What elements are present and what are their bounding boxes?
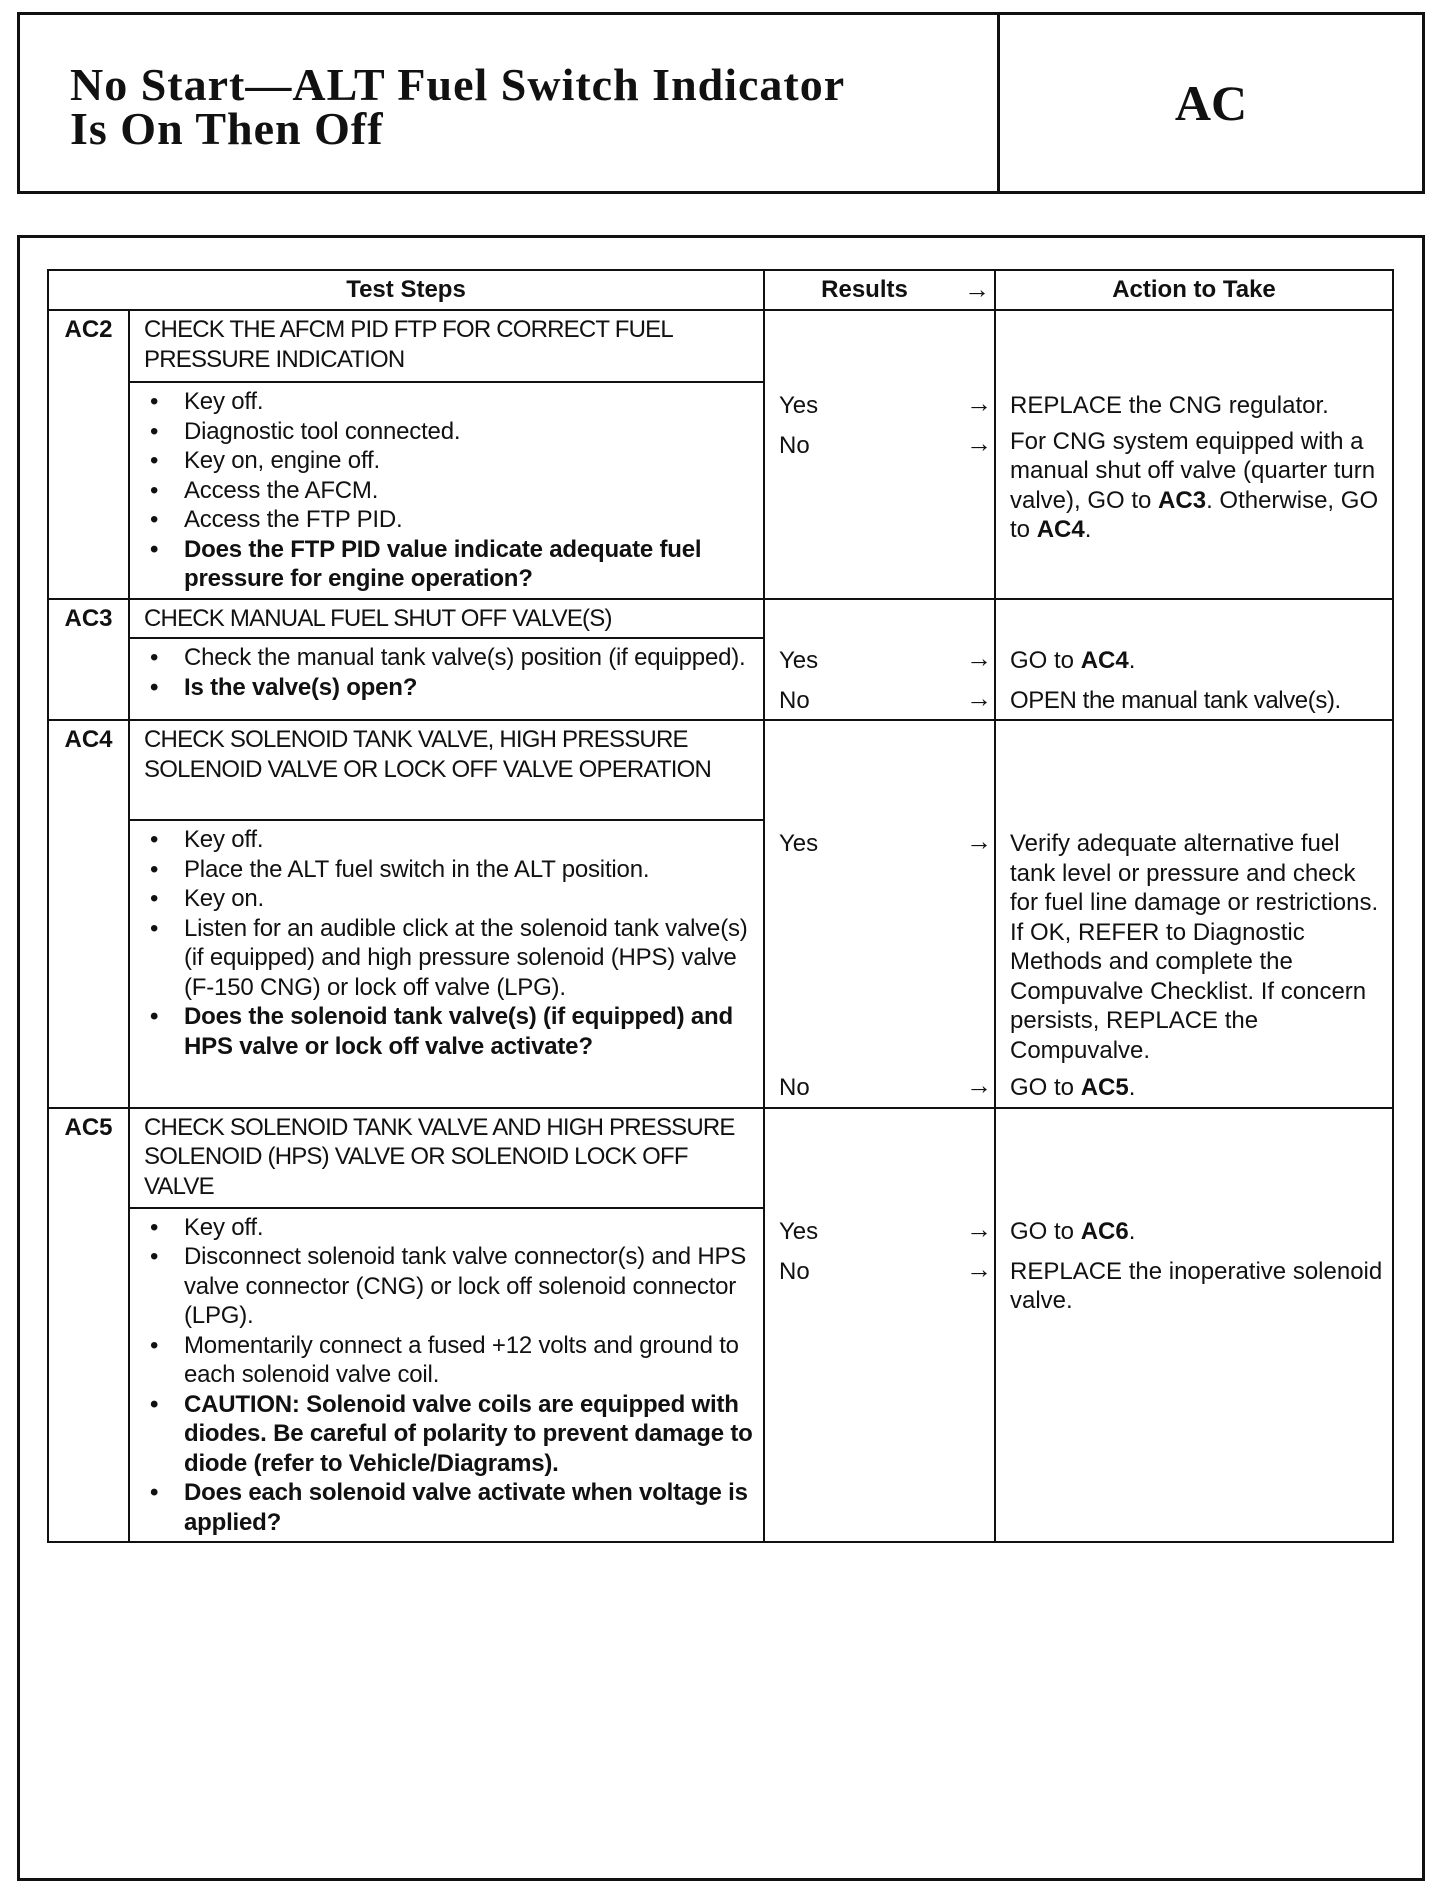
- action-no: [996, 1065, 1392, 1107]
- step-id-ac4: AC4: [48, 720, 129, 1108]
- step-ref-ac5: AC5: [1080, 1074, 1129, 1101]
- actions-ac5: [995, 1108, 1393, 1543]
- arrow-icon: →: [966, 826, 992, 856]
- result-no-label: No: [779, 686, 810, 714]
- step-body-ac5: [129, 1208, 764, 1543]
- test-steps-table: [47, 269, 1394, 1543]
- result-yes-label: Yes: [779, 392, 819, 419]
- arrow-icon: →: [966, 388, 992, 418]
- arrow-icon: →: [966, 682, 992, 713]
- step-bullets: [142, 825, 755, 1061]
- step-heading-ac5: CHECK SOLENOID TANK VALVE AND HIGH PRESSURE SOLENOID (HPS) VALVE OR SOLENOID LOCK OFF VALVE: [129, 1108, 764, 1208]
- step-bullets: [142, 1213, 755, 1538]
- actions-ac3: [995, 599, 1393, 721]
- table-row: [48, 599, 1393, 639]
- step-heading-ac3: CHECK MANUAL FUEL SHUT OFF VALVE(S): [129, 599, 764, 639]
- results-ac2: [764, 310, 995, 599]
- arrow-icon: →: [966, 1213, 992, 1244]
- result-yes-label: Yes: [779, 1217, 819, 1245]
- step-id-ac2: AC2: [48, 310, 129, 599]
- action-no-text: . Otherwise, GO to: [1010, 486, 1379, 543]
- list-item-question: • Does the FTP PID value indicate adequate fuel pressure for engine operation?: [142, 535, 755, 594]
- results-ac3: [764, 599, 995, 721]
- step-id-ac5: AC5: [48, 1108, 129, 1543]
- action-no: [996, 425, 1392, 549]
- header-results-label: Results: [821, 276, 908, 304]
- result-no: [765, 678, 994, 718]
- action-yes: [996, 638, 1392, 678]
- list-item-question: • Does the solenoid tank valve(s) (if equipped) and HPS valve or lock off valve activate?: [142, 1002, 755, 1061]
- list-item: • Key off.: [142, 825, 755, 855]
- result-yes: [765, 638, 994, 678]
- list-item-caution: • CAUTION: Solenoid valve coils are equipped with diodes. Be careful of polarity to prevent damage to diode (refer to Vehicle/Diagrams).: [142, 1390, 755, 1479]
- list-item: • Key on, engine off.: [142, 446, 755, 476]
- arrow-icon: →: [966, 1070, 992, 1100]
- list-item: • Listen for an audible click at the solenoid tank valve(s) (if equipped) and high pressure solenoid (HPS) valve (F-150 CNG) or lock off valve (LPG).: [142, 914, 755, 1003]
- header-results: [764, 270, 995, 310]
- page-title-line-1: No Start—ALT Fuel Switch Indicator: [70, 59, 846, 110]
- step-bullets: [142, 643, 755, 702]
- list-item: • Key off.: [142, 1213, 755, 1243]
- step-ref-ac3: AC3: [1158, 486, 1207, 514]
- list-item-question: • Does each solenoid valve activate when voltage is applied?: [142, 1478, 755, 1537]
- result-no: [765, 423, 994, 463]
- action-yes: REPLACE the CNG regulator.: [1010, 392, 1329, 419]
- arrow-icon: →: [966, 642, 992, 673]
- action-no-text: .: [1084, 516, 1092, 543]
- result-yes-label: Yes: [779, 830, 819, 857]
- result-yes-label: Yes: [779, 646, 819, 674]
- action-no: REPLACE the inoperative solenoid valve.: [1010, 1257, 1383, 1314]
- step-body-ac2: [129, 382, 764, 599]
- action-no: OPEN the manual tank valve(s).: [1010, 686, 1341, 714]
- actions-ac2: [995, 310, 1393, 599]
- list-item: • Key off.: [142, 387, 755, 417]
- list-item: • Disconnect solenoid tank valve connector(s) and HPS valve connector (CNG) or lock off solenoid connector (LPG).: [142, 1242, 755, 1331]
- step-ref-ac4: AC4: [1080, 646, 1129, 674]
- action-yes: [996, 1209, 1392, 1249]
- table-header-row: [48, 270, 1393, 310]
- table-row: [48, 1108, 1393, 1208]
- action-no-text: For CNG system equipped with a manual shut off valve (quarter turn valve), GO to: [1010, 427, 1376, 514]
- step-bullets: [142, 387, 755, 594]
- result-no: [765, 1249, 994, 1289]
- action-yes-text: .: [1128, 1217, 1136, 1245]
- list-item: • Check the manual tank valve(s) position (if equipped).: [142, 643, 755, 673]
- header-test-steps: Test Steps: [48, 270, 764, 310]
- result-no-label: No: [779, 1074, 810, 1101]
- header-action: Action to Take: [995, 270, 1393, 310]
- action-yes-text: GO to: [1010, 1217, 1081, 1245]
- list-item: • Place the ALT fuel switch in the ALT position.: [142, 855, 755, 885]
- step-heading-ac4: CHECK SOLENOID TANK VALVE, HIGH PRESSURE SOLENOID VALVE OR LOCK OFF VALVE OPERATION: [129, 720, 764, 820]
- list-item-question: • Is the valve(s) open?: [142, 673, 755, 703]
- arrow-icon: →: [966, 1253, 992, 1284]
- table-row: [48, 310, 1393, 382]
- header-box: [17, 12, 1425, 194]
- actions-ac4: [995, 720, 1393, 1108]
- step-ref-ac4: AC4: [1036, 516, 1085, 543]
- list-item: • Access the AFCM.: [142, 476, 755, 506]
- section-code: AC: [1174, 75, 1248, 131]
- table-row: [48, 720, 1393, 820]
- step-body-ac3: [129, 638, 764, 720]
- action-no-text: GO to: [1010, 1074, 1081, 1101]
- step-heading-ac2: CHECK THE AFCM PID FTP FOR CORRECT FUEL PRESSURE INDICATION: [129, 310, 764, 382]
- action-yes-text: .: [1128, 646, 1136, 674]
- result-no-label: No: [779, 1257, 810, 1285]
- list-item: • Momentarily connect a fused +12 volts and ground to each solenoid valve coil.: [142, 1331, 755, 1390]
- arrow-icon: →: [966, 428, 992, 458]
- result-no: [765, 1065, 994, 1105]
- result-no-label: No: [779, 432, 810, 459]
- list-item: • Key on.: [142, 884, 755, 914]
- results-ac5: [764, 1108, 995, 1543]
- step-ref-ac6: AC6: [1080, 1217, 1129, 1245]
- list-item: • Diagnostic tool connected.: [142, 417, 755, 447]
- result-yes: [765, 383, 994, 423]
- action-yes-text: GO to: [1010, 646, 1081, 674]
- step-id-ac3: AC3: [48, 599, 129, 721]
- result-yes: [765, 1209, 994, 1249]
- arrow-icon: →: [964, 274, 990, 305]
- action-no-text: .: [1128, 1074, 1136, 1101]
- page-title-line-2: Is On Then Off: [70, 103, 384, 154]
- result-yes: [765, 821, 994, 861]
- step-body-ac4: [129, 820, 764, 1108]
- page-title: [20, 15, 1000, 191]
- action-yes: Verify adequate alternative fuel tank level or pressure and check for fuel line damage or restrictions. If OK, REFER to Diagnostic Methods and complete the Compuvalve Checklist. If concern persists, REPLACE the Compuvalve.: [1010, 830, 1379, 1064]
- list-item: • Access the FTP PID.: [142, 505, 755, 535]
- results-ac4: [764, 720, 995, 1108]
